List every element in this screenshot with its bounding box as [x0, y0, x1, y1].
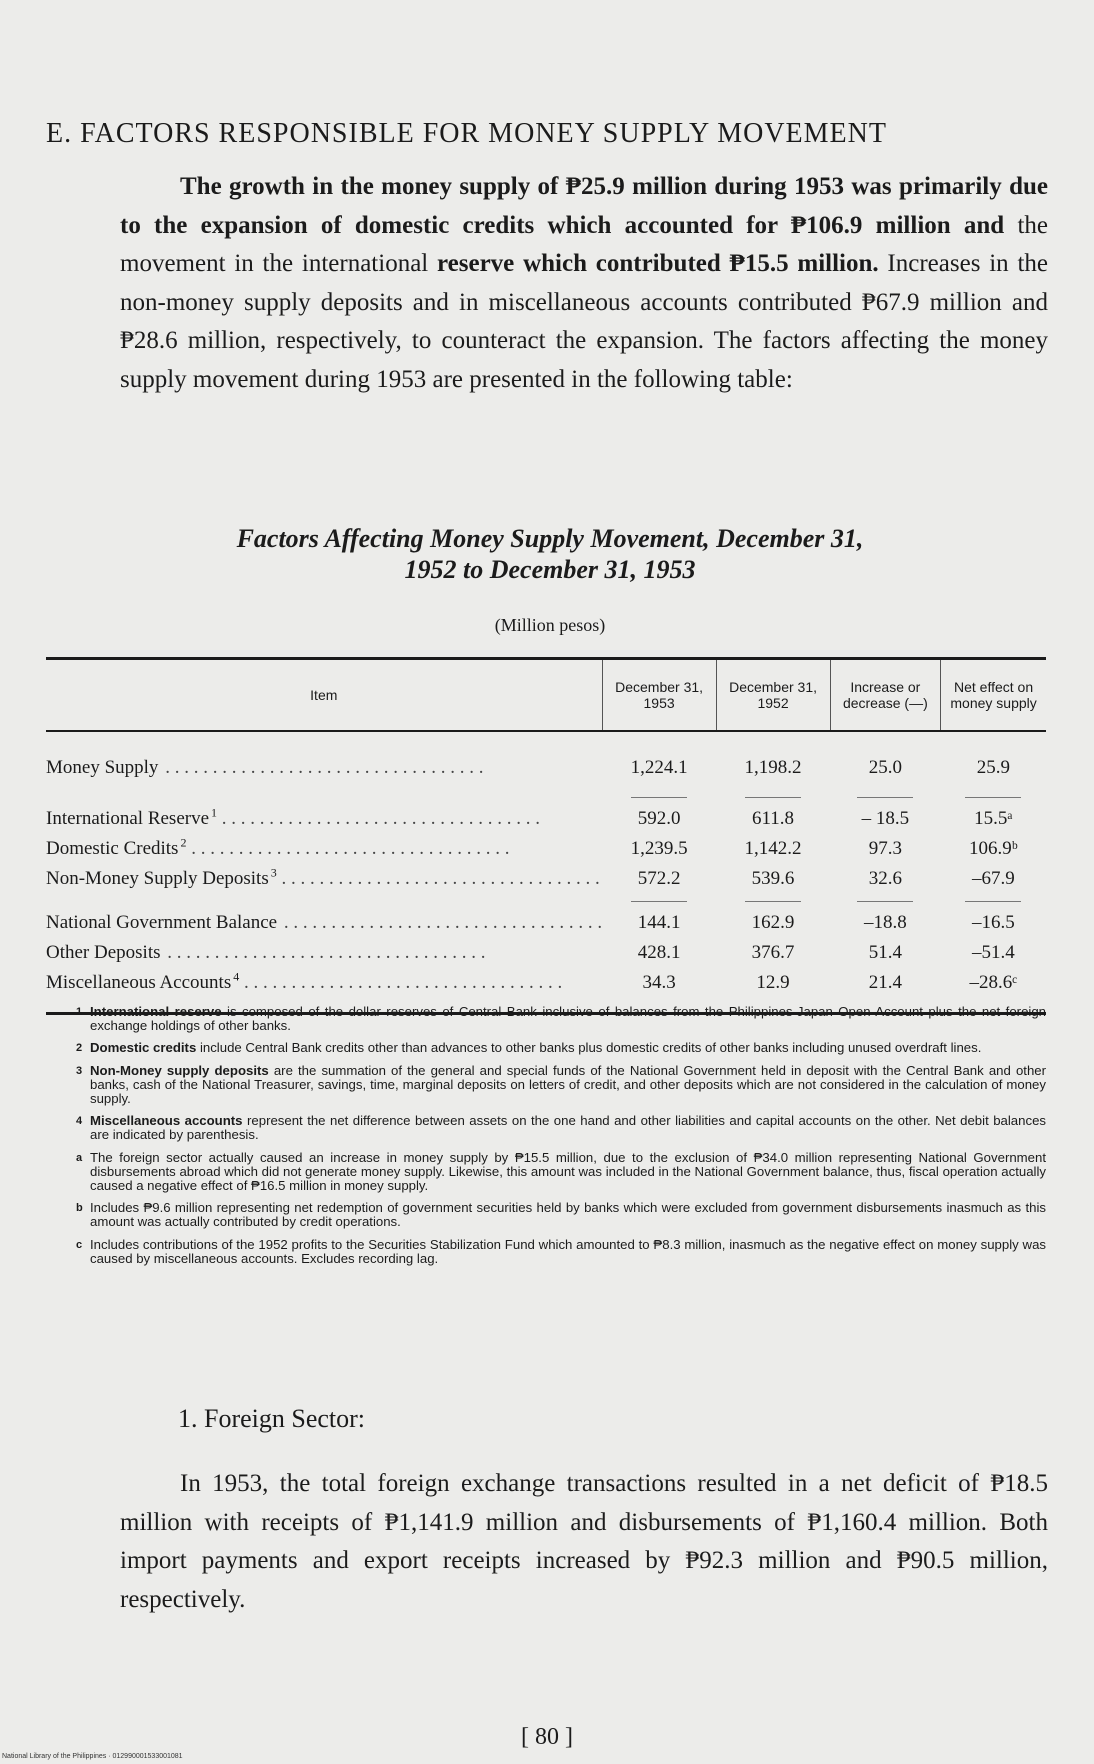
cell-dec1953: 1,224.1 — [630, 757, 688, 778]
header-dec1953: December 31, 1953 — [602, 659, 716, 732]
cell-effect: –51.4 — [971, 942, 1015, 963]
cell-dec1953: 428.1 — [637, 942, 681, 963]
footnote: 3 Non-Money supply deposits are the summation of the general and special funds of the National Government held in deposit with the Central Bank and other banks, cash of the National Treasurer, savings, time, marginal deposits on letters of credit, and other deposits which are not considered in the calculation of money supply. — [76, 1062, 1047, 1107]
footnote: c Includes contributions of the 1952 profits to the Securities Stabilization Fund which amounted to ₱8.3 million, inasmuch as the negative effect on money supply was caused by miscellaneous accounts. Excludes recording lag. — [76, 1236, 1046, 1266]
cell-dec1953: 1,239.5 — [630, 838, 688, 859]
table-title-line1: Factors Affecting Money Supply Movement, December 31, — [236, 524, 864, 553]
cell-dec1952: 376.7 — [751, 942, 795, 963]
cell-effect: –67.9 — [971, 868, 1015, 889]
row-label: National Government Balance . . . — [46, 908, 602, 938]
cell-dec1953: 34.3 — [642, 972, 676, 993]
header-effect: Net effect on money supply — [941, 659, 1046, 732]
cell-change: 25.0 — [868, 757, 902, 778]
separator-row — [46, 790, 1046, 804]
footnote: 4 Miscellaneous accounts represent the net difference between assets on the one hand and other liabilities and capital accounts on the other. Net debit balances are indicated by parenthesis. — [76, 1113, 1046, 1143]
row-label: International Reserve $^1$ . . . — [46, 804, 602, 834]
cell-dec1953: 572.2 — [637, 868, 681, 889]
table-title-line2: 1952 to December 31, 1953 — [404, 555, 696, 584]
page-number: [ 80 ] — [521, 1724, 573, 1750]
header-dec1952: December 31, 1952 — [716, 659, 830, 732]
header-item: Item — [46, 659, 602, 732]
factors-table — [46, 657, 1046, 1015]
row-label: Other Deposits . . . — [46, 938, 602, 968]
cell-change: 51.4 — [868, 942, 902, 963]
footnotes-list — [76, 1005, 1046, 1274]
cell-change: 21.4 — [868, 972, 902, 993]
intro-light-2: Increases in the non-money supply deposits and in miscellaneous accounts contributed ₱67.9 million and ₱28.6 million, respectively, to counteract the expansion. The factors affecting the money supply movement during 1953 are presented in the following table: — [120, 250, 1048, 393]
cell-effect: –16.5 — [971, 912, 1015, 933]
cell-dec1952: 539.6 — [751, 868, 795, 889]
intro-paragraph — [120, 168, 1048, 399]
row-label: Domestic Credits $^2$ . . . — [46, 834, 602, 864]
cell-effect: 106.9ᵇ — [969, 838, 1018, 859]
footnote: 1 International reserve is composed of the dollar reserves of Central Bank inclusive of balances from the Philippines-Japan Open Account plus the net foreign exchange holdings of other banks. — [76, 1004, 1047, 1034]
cell-dec1953: 144.1 — [637, 912, 681, 933]
cell-change: – 18.5 — [861, 808, 910, 829]
cell-dec1952: 12.9 — [756, 972, 790, 993]
row-label: Miscellaneous Accounts $^4$ . . . — [46, 968, 602, 998]
row-label: Money Supply . . . — [46, 731, 602, 790]
cell-dec1952: 162.9 — [751, 912, 795, 933]
footnote: a The foreign sector actually caused an increase in money supply by ₱15.5 million, due to the exclusion of ₱34.0 million representing National Government disbursements abroad which did not generate money supply. Likewise, this amount was included in the National Government balance, thus, fiscal operation actually caused a negative effect of ₱16.5 million in money supply. — [76, 1149, 1046, 1194]
cell-effect: –28.6ᶜ — [969, 972, 1018, 993]
table-row — [46, 731, 1046, 790]
separator-row — [46, 894, 1046, 908]
row-label: Non-Money Supply Deposits $^3$ . . . — [46, 864, 602, 894]
table-header-row — [46, 659, 1046, 732]
table-row — [46, 968, 1046, 998]
library-stamp: National Library of the Philippines · 012990001533001081 — [2, 1753, 183, 1760]
cell-change: –18.8 — [863, 912, 907, 933]
cell-dec1952: 1,198.2 — [744, 757, 802, 778]
table-row — [46, 908, 1046, 938]
section-title: E. FACTORS RESPONSIBLE FOR MONEY SUPPLY MOVEMENT — [46, 118, 887, 149]
cell-change: 97.3 — [868, 838, 902, 859]
table-row — [46, 938, 1046, 968]
footnote: 2 Domestic credits include Central Bank credits other than advances to other banks plus domestic credits of other banks including unused overdraft lines. — [76, 1040, 982, 1056]
table-unit: (Million pesos) — [494, 615, 606, 635]
table-row — [46, 834, 1046, 864]
intro-bold-2: reserve which contributed ₱15.5 million. — [428, 250, 879, 277]
subsection-heading: 1. Foreign Sector: — [178, 1404, 366, 1433]
cell-dec1952: 1,142.2 — [744, 838, 802, 859]
intro-light-1: the movement in the international — [120, 211, 1048, 277]
footnote: b Includes ₱9.6 million representing net redemption of government securities held by banks which were excluded from government disbursements inasmuch as this amount was actually contributed by credit operations. — [76, 1200, 1046, 1230]
foreign-sector-paragraph: In 1953, the total foreign exchange transactions resulted in a net deficit of ₱18.5 million with receipts of ₱1,141.9 million and disbursements of ₱1,160.4 million. Both import payments and export receipts increased by ₱92.3 million and ₱90.5 million, respectively. — [120, 1470, 1048, 1613]
cell-change: 32.6 — [868, 868, 902, 889]
header-change: Increase or decrease (—) — [830, 659, 941, 732]
table-title — [100, 523, 1000, 585]
cell-effect: 15.5ᵃ — [974, 808, 1013, 829]
cell-dec1953: 592.0 — [637, 808, 681, 829]
cell-dec1952: 611.8 — [752, 808, 795, 829]
table-row — [46, 804, 1046, 834]
intro-bold-1: The growth in the money supply of ₱25.9 million during 1953 was primarily due to the expansion of domestic credits which accounted for ₱106.9 million and — [120, 173, 1048, 239]
cell-effect: 25.9 — [976, 757, 1010, 778]
table-row — [46, 864, 1046, 894]
